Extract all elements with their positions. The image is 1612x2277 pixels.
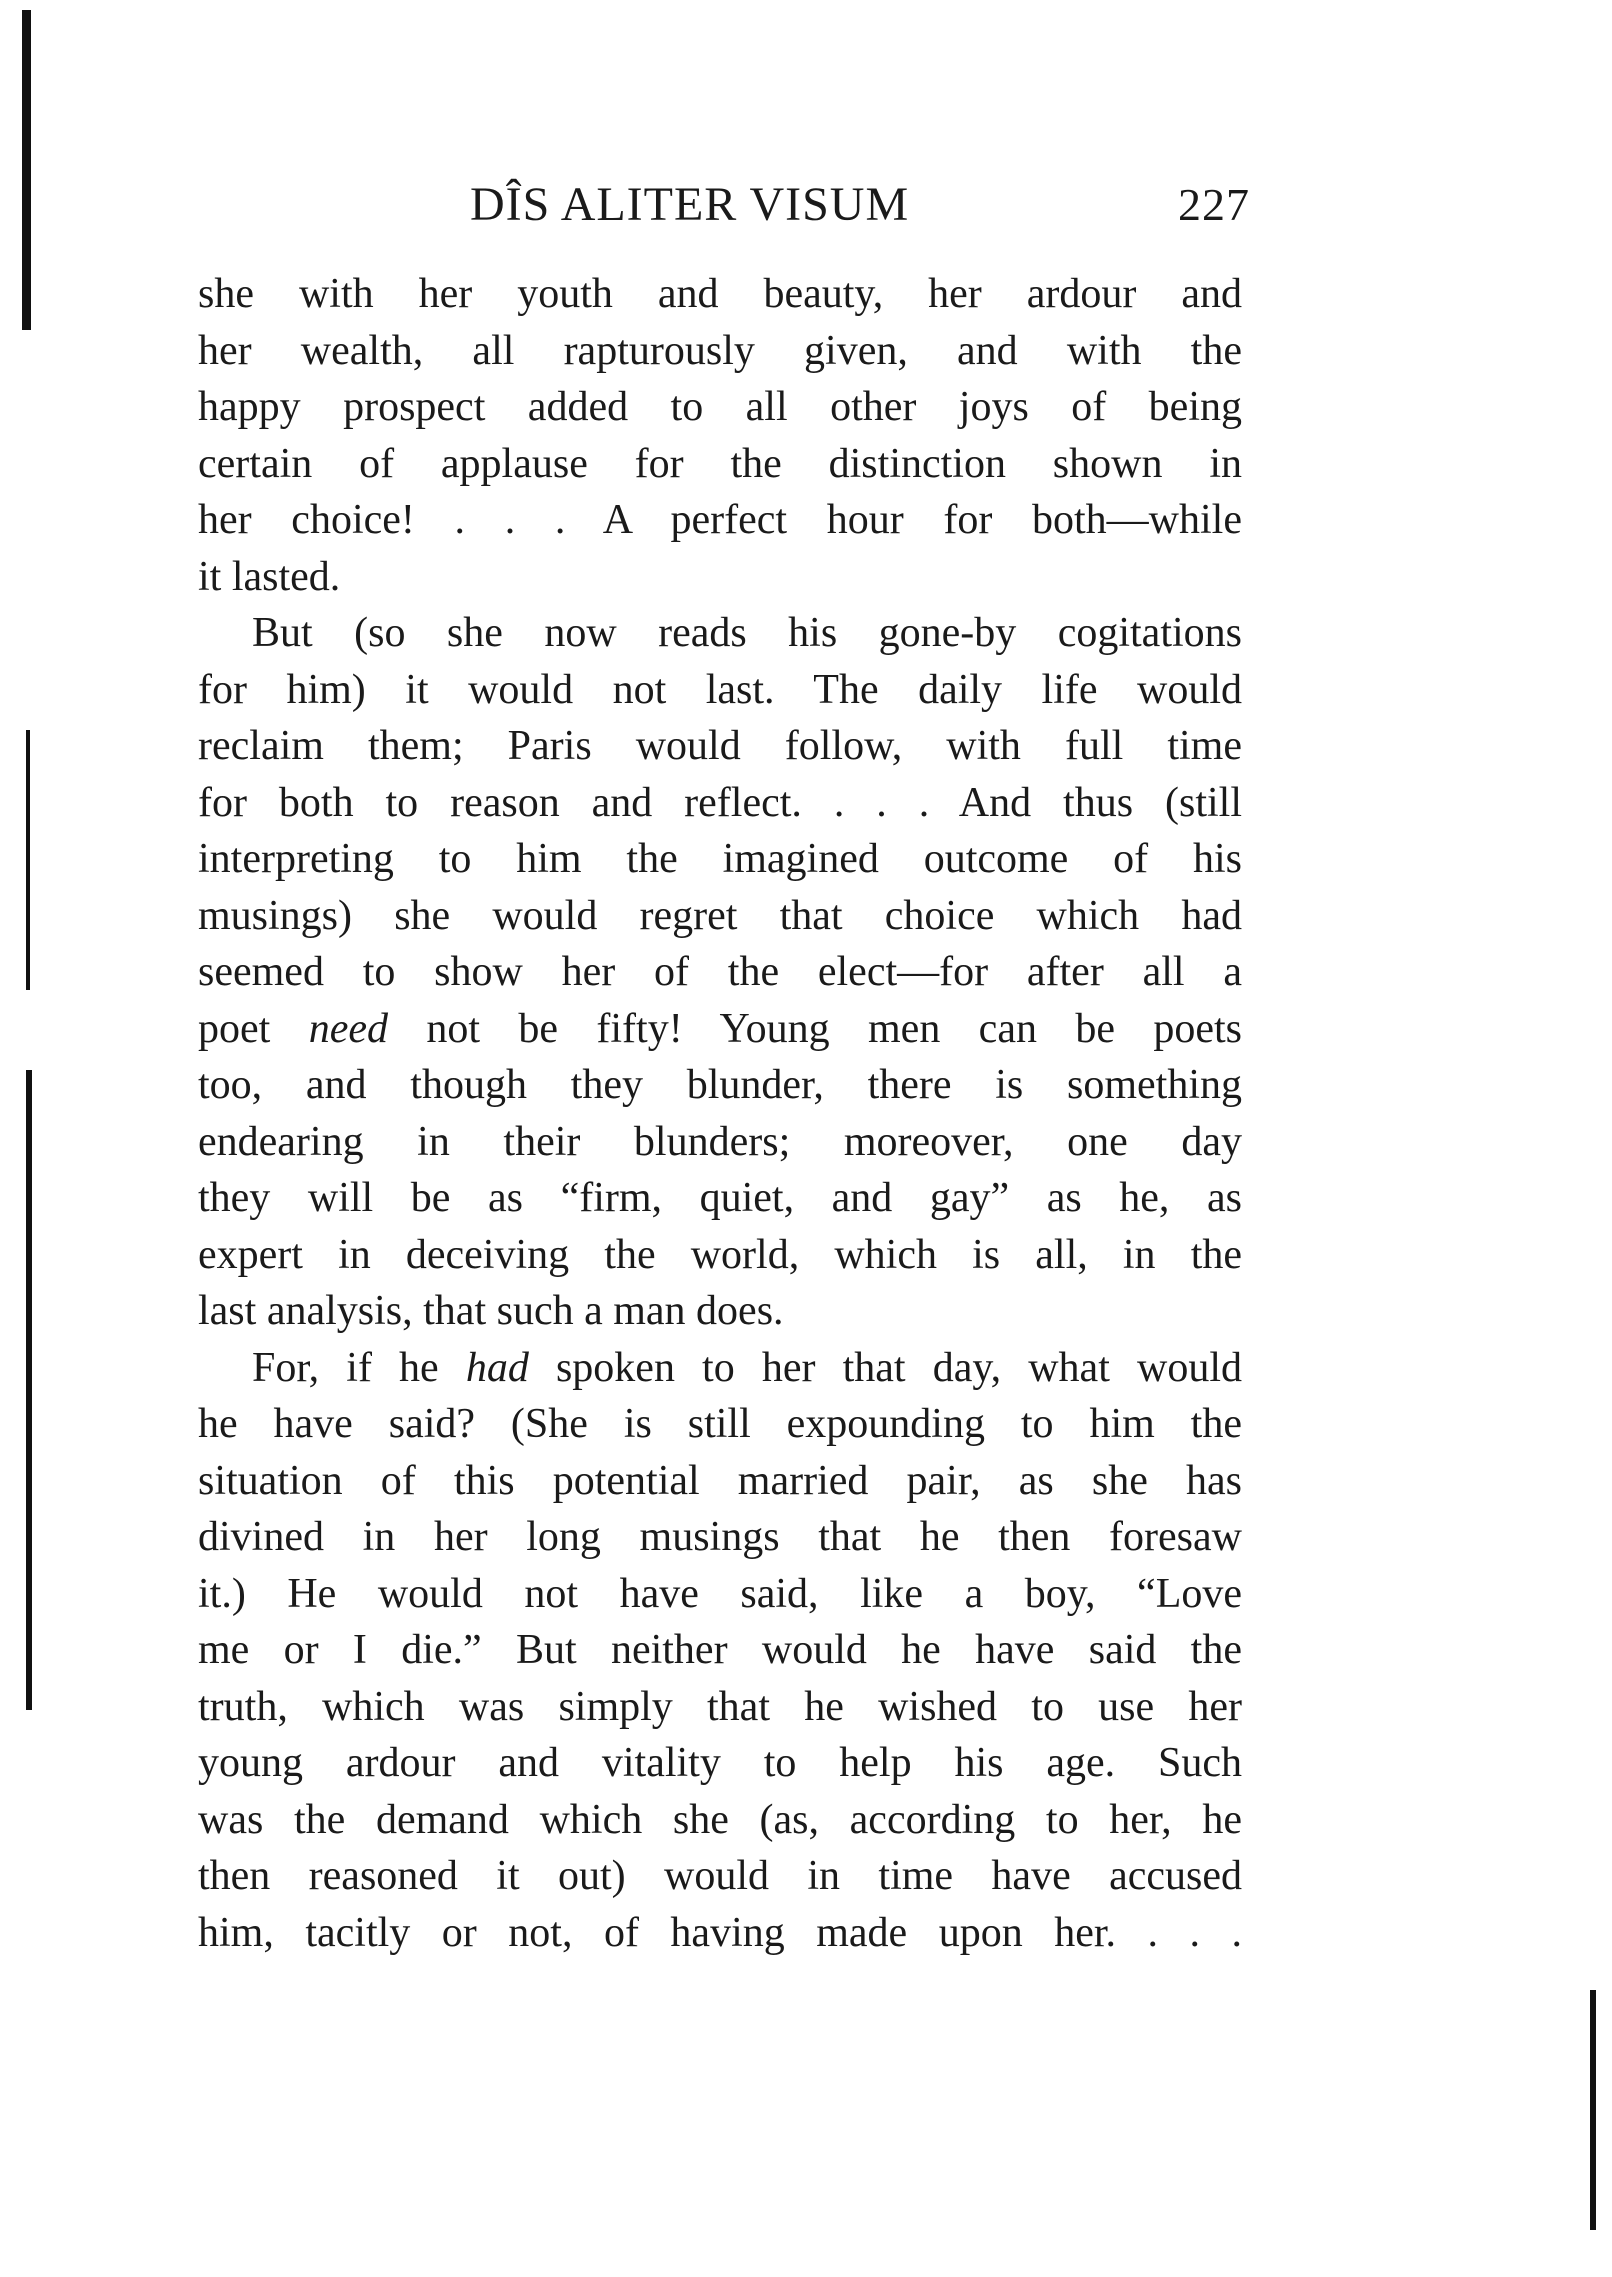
text-line: for him) it would not last. The daily life would xyxy=(198,666,1242,713)
text-line: interpreting to him the imagined outcome of his xyxy=(198,836,1242,882)
text-line: for both to reason and reflect. . . . And thus (still xyxy=(198,779,1242,826)
text-line: it.) He would not have said, like a boy, “Love xyxy=(198,1570,1242,1617)
text-line: he have said? (She is still expounding to him the xyxy=(198,1401,1242,1447)
text-line: seemed to show her of the elect—for after all a xyxy=(198,949,1242,995)
text-line: But (so she now reads his gone-by cogitations xyxy=(252,610,1242,656)
text-line: last analysis, that such a man does. xyxy=(198,1288,784,1334)
left-binding-shadow-top xyxy=(22,10,31,330)
right-edge-shadow xyxy=(1590,1990,1596,2230)
text-line: expert in deceiving the world, which is all, in the xyxy=(198,1231,1242,1278)
text-line: she with her youth and beauty, her ardour and xyxy=(198,271,1242,317)
text-line: divined in her long musings that he then foresaw xyxy=(198,1514,1242,1560)
text-line: musings) she would regret that choice which had xyxy=(198,892,1242,939)
text-line: then reasoned it out) would in time have accused xyxy=(198,1853,1242,1899)
text-fragment: spoken to her that day, what would xyxy=(555,1344,1242,1391)
text-line: her wealth, all rapturously given, and with the xyxy=(198,327,1242,374)
text-line: they will be as “firm, quiet, and gay” as he, as xyxy=(198,1175,1242,1221)
left-binding-shadow-middle xyxy=(26,730,30,990)
text-line: reclaim them; Paris would follow, with full time xyxy=(198,723,1242,769)
text-line: endearing in their blunders; moreover, one day xyxy=(198,1118,1242,1165)
text-fragment: not be fifty! Young men can be poets xyxy=(426,1005,1243,1052)
text-line: truth, which was simply that he wished to use her xyxy=(198,1683,1242,1730)
text-line xyxy=(198,1001,1242,1058)
text-line: was the demand which she (as, according to her, he xyxy=(198,1796,1242,1843)
text-line: happy prospect added to all other joys of being xyxy=(198,384,1242,430)
italic-word: need xyxy=(308,1005,388,1052)
body-text xyxy=(198,266,1242,1961)
text-line: certain of applause for the distinction shown in xyxy=(198,440,1242,487)
page-header xyxy=(198,170,1250,240)
text-fragment: For, if he xyxy=(252,1344,466,1391)
text-line: too, and though they blunder, there is something xyxy=(198,1062,1242,1108)
text-line: situation of this potential married pair, as she has xyxy=(198,1457,1242,1504)
text-line: me or I die.” But neither would he have said the xyxy=(198,1627,1242,1673)
running-head: DÎS ALITER VISUM xyxy=(470,178,910,231)
text-fragment: poet xyxy=(198,1005,309,1052)
text-line: young ardour and vitality to help his age. Such xyxy=(198,1740,1242,1786)
text-line: her choice! . . . A perfect hour for both—while xyxy=(198,497,1242,543)
italic-word: had xyxy=(465,1344,529,1391)
page-number: 227 xyxy=(1178,179,1250,230)
text-line xyxy=(198,1340,1242,1397)
text-line: it lasted. xyxy=(198,553,341,600)
text-line: him, tacitly or not, of having made upon her. . . . xyxy=(198,1909,1242,1956)
left-binding-shadow-lower xyxy=(26,1070,32,1710)
